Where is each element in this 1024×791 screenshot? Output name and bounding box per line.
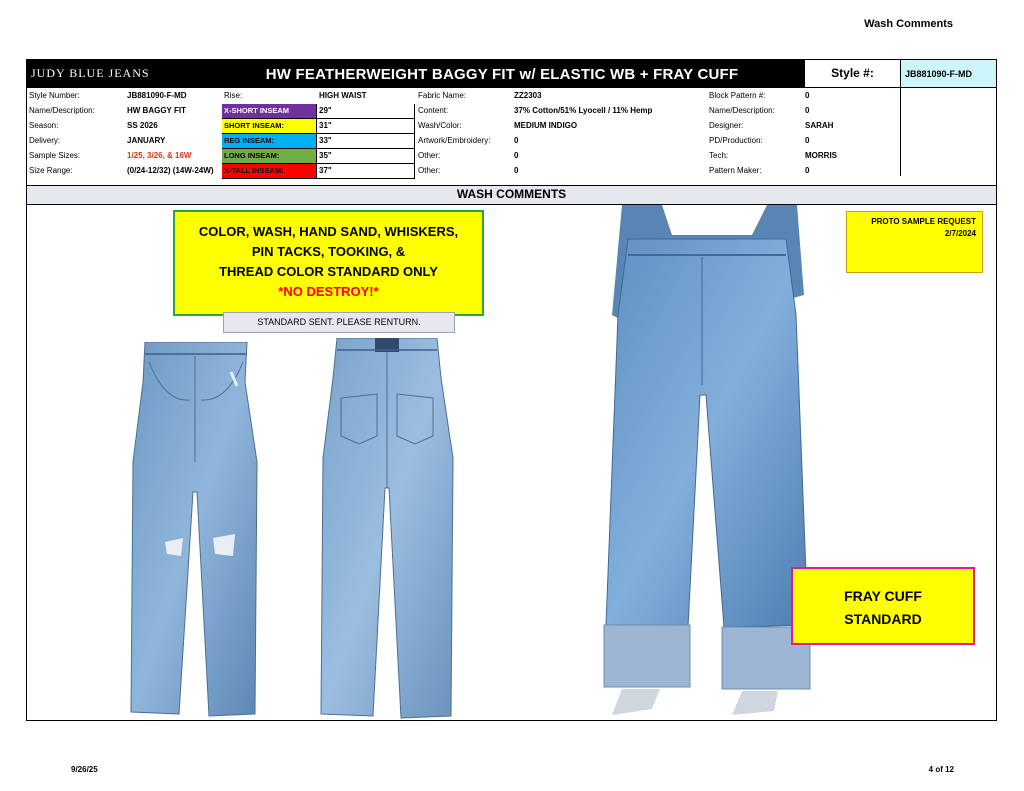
spec-label: PD/Production: (709, 136, 763, 145)
spec-label: Rise: (224, 91, 243, 100)
spec-value: 0 (514, 136, 519, 145)
spec-value: HIGH WAIST (319, 91, 367, 100)
spec-value: 37% Cotton/51% Lyocell / 11% Hemp (514, 106, 653, 115)
spec-value: JB881090-F-MD (127, 91, 187, 100)
inseam-value: 35" (317, 149, 415, 164)
spec-value: JANUARY (127, 136, 166, 145)
brand-name: JUDY BLUE JEANS (27, 60, 200, 87)
inseam-label: X-SHORT INSEAM (222, 104, 317, 119)
spec-value: 0 (805, 91, 810, 100)
spec-value: 0 (514, 151, 519, 160)
spec-row (27, 119, 900, 134)
spec-label: Other: (418, 166, 441, 175)
spec-value: 0 (805, 136, 810, 145)
spec-label: Size Range: (29, 166, 73, 175)
inseam-value: 31" (317, 119, 415, 134)
standard-sent-note: STANDARD SENT. PLEASE RENTURN. (223, 312, 455, 333)
spec-grid (27, 88, 996, 176)
fray-cuff-callout (791, 567, 975, 645)
spec-value: MORRIS (805, 151, 837, 160)
style-value: JB881090-F-MD (900, 60, 996, 87)
front-jeans-image (125, 342, 265, 720)
spec-row (27, 164, 900, 179)
spec-label: Fabric Name: (418, 91, 467, 100)
model-jeans-image (582, 205, 817, 717)
proto-sample-request (846, 211, 983, 273)
spec-sheet (26, 59, 997, 721)
spec-label: Style Number: (29, 91, 80, 100)
inseam-value: 37" (317, 164, 415, 179)
spec-row (27, 89, 900, 104)
spec-value: 0 (514, 166, 519, 175)
spec-row (27, 134, 900, 149)
inseam-label: SHORT INSEAM: (222, 119, 317, 134)
spec-row (27, 104, 900, 119)
callout-line: COLOR, WASH, HAND SAND, WHISKERS, (198, 224, 459, 239)
spec-label: Sample Sizes: (29, 151, 81, 160)
spec-value: SARAH (805, 121, 834, 130)
inseam-label: X-TALL INSEAM: (222, 164, 317, 179)
spec-label: Name/Description: (709, 106, 775, 115)
spec-value: 0 (805, 166, 810, 175)
spec-label: Tech: (709, 151, 729, 160)
inseam-value: 33" (317, 134, 415, 149)
spec-label: Pattern Maker: (709, 166, 762, 175)
spec-label: Designer: (709, 121, 744, 130)
no-destroy-warning: *NO DESTROY!* (278, 284, 379, 299)
spec-row (27, 149, 900, 164)
wash-standard-callout (173, 210, 484, 316)
spec-divider (900, 88, 901, 176)
page-number: 4 of 12 (928, 765, 954, 774)
spec-label: Content: (418, 106, 449, 115)
proto-date: 2/7/2024 (944, 229, 976, 238)
footer-date: 9/26/25 (71, 765, 98, 774)
spec-value: ZZ2303 (514, 91, 542, 100)
proto-label: PROTO SAMPLE REQUEST (871, 217, 976, 226)
spec-label: Other: (418, 151, 441, 160)
callout-line: PIN TACKS, TOOKING, & (251, 244, 406, 259)
spec-value: 0 (805, 106, 810, 115)
spec-label: Artwork/Embroidery: (418, 136, 491, 145)
inseam-label: LONG INSEAM: (222, 149, 317, 164)
spec-label: Block Pattern #: (709, 91, 766, 100)
spec-value: (0/24-12/32) (14W-24W) (127, 166, 214, 175)
product-title: HW FEATHERWEIGHT BAGGY FIT w/ ELASTIC WB + FRAY CUFF (200, 60, 804, 87)
spec-label: Season: (29, 121, 59, 130)
spec-value: 1/25, 3/26, & 16W (127, 151, 192, 160)
callout-line: THREAD COLOR STANDARD ONLY (219, 264, 438, 279)
page-title: Wash Comments (864, 18, 953, 30)
spec-label: Wash/Color: (418, 121, 462, 130)
fray-line: STANDARD (844, 611, 922, 627)
spec-value: SS 2026 (127, 121, 158, 130)
spec-value: HW BAGGY FIT (127, 106, 186, 115)
spec-value: MEDIUM INDIGO (514, 121, 578, 130)
header-bar (27, 60, 996, 88)
back-jeans-image (317, 338, 457, 720)
style-label: Style #: (804, 60, 900, 87)
fray-line: FRAY CUFF (844, 588, 922, 604)
inseam-label: REG INSEAM: (222, 134, 317, 149)
spec-label: Name/Description: (29, 106, 95, 115)
spec-label: Delivery: (29, 136, 61, 145)
section-title: WASH COMMENTS (27, 185, 996, 205)
inseam-value: 29" (317, 104, 415, 119)
